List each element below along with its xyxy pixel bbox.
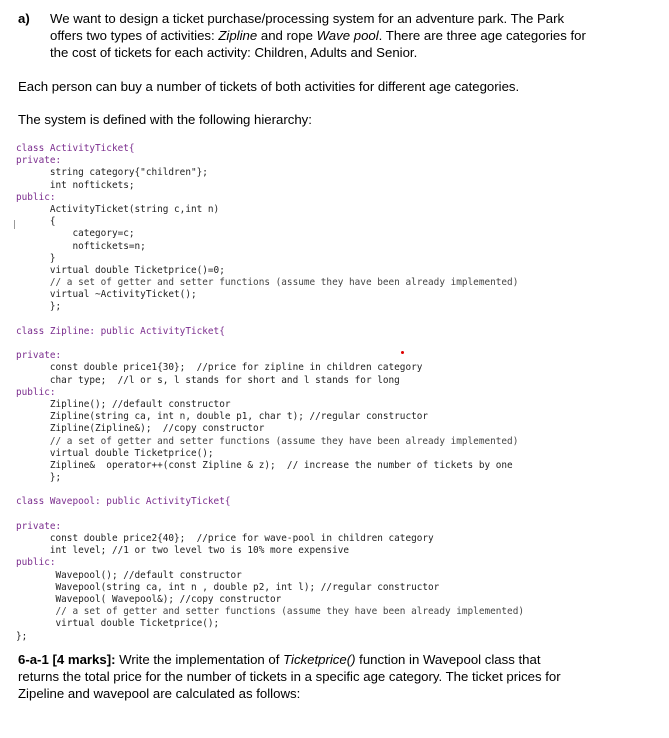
code-listing bbox=[16, 143, 656, 643]
code-comment-line: // a set of getter and setter functions (assume they have been already implemented) bbox=[16, 606, 524, 618]
code-line: virtual double Ticketprice(); bbox=[16, 447, 214, 459]
part-a-line-3: the cost of tickets for each activity: Children, Adults and Senior. bbox=[50, 45, 418, 60]
question-6-a-1 bbox=[18, 651, 658, 702]
red-dot-mark bbox=[401, 351, 404, 354]
code-line: const double price2{40}; //price for wave-pool in children category bbox=[16, 533, 434, 544]
code-line: class Wavepool: public ActivityTicket{ bbox=[16, 496, 231, 508]
code-line: noftickets=n; bbox=[16, 240, 146, 252]
class-zipline-block bbox=[16, 326, 656, 484]
question-line-1-post: function in Wavepool class that bbox=[355, 652, 541, 667]
activity-wave-pool: Wave pool bbox=[316, 28, 379, 43]
code-line: virtual double Ticketprice()=0; bbox=[16, 264, 225, 276]
code-line: class ActivityTicket{ bbox=[16, 143, 135, 154]
part-a-paragraph bbox=[18, 10, 658, 61]
code-line: Zipline(string ca, int n, double p1, char t); //regular constructor bbox=[16, 411, 429, 423]
code-line: private: bbox=[16, 350, 62, 362]
code-line: }; bbox=[16, 630, 28, 642]
code-line: Zipline(); //default constructor bbox=[16, 398, 231, 410]
code-line: private: bbox=[16, 155, 62, 167]
text-cursor-mark bbox=[14, 220, 15, 229]
code-line: virtual ~ActivityTicket(); bbox=[16, 289, 197, 301]
activity-zipline: Zipline bbox=[218, 28, 258, 43]
class-wavepool-block bbox=[16, 496, 656, 642]
code-line: } bbox=[16, 252, 56, 264]
code-comment-line: // a set of getter and setter functions (assume they have been already implemented) bbox=[16, 277, 519, 289]
code-line: Zipline& operator++(const Zipline & z); // increase the number of tickets by one bbox=[16, 459, 513, 471]
code-line: public: bbox=[16, 386, 56, 398]
question-id: 6-a-1 [4 marks]: bbox=[18, 652, 116, 667]
code-line: category=c; bbox=[16, 228, 135, 240]
class-activity-ticket-block bbox=[16, 143, 656, 314]
code-line: Wavepool(); //default constructor bbox=[16, 569, 242, 581]
question-line-1-pre: Write the implementation of bbox=[115, 652, 284, 667]
code-line: }; bbox=[16, 472, 62, 484]
part-a-line-2-pre: offers two types of activities: bbox=[50, 28, 219, 43]
code-line: ActivityTicket(string c,int n) bbox=[16, 203, 220, 215]
question-line-2: returns the total price for the number of tickets in a specific age category. The ticket prices for bbox=[18, 669, 561, 684]
code-line: virtual double Ticketprice(); bbox=[16, 618, 220, 630]
code-line: char type; //l or s, l stands for short and l stands for long bbox=[16, 374, 400, 386]
part-a-line-1: We want to design a ticket purchase/processing system for an adventure park. The Park bbox=[50, 11, 565, 26]
code-line: private: bbox=[16, 520, 62, 532]
code-line: Wavepool(string ca, int n , double p2, int l); //regular constructor bbox=[16, 581, 440, 593]
code-line: string category{"children"}; bbox=[16, 167, 208, 179]
code-line: { bbox=[16, 216, 56, 228]
system-intro-paragraph: The system is defined with the following hierarchy: bbox=[18, 112, 312, 127]
code-line: Wavepool( Wavepool&); //copy constructor bbox=[16, 593, 282, 605]
code-line: public: bbox=[16, 191, 56, 203]
part-a-label: a) bbox=[18, 11, 30, 26]
part-a-line-2-mid: and rope bbox=[257, 28, 317, 43]
function-name: Ticketprice() bbox=[283, 652, 356, 667]
code-line: int level; //1 or two level two is 10% more expensive bbox=[16, 545, 350, 557]
part-a-line-2-post: . There are three age categories for bbox=[378, 28, 586, 43]
code-line: Zipline(Zipline&); //copy constructor bbox=[16, 423, 265, 435]
question-line-3: Zipeline and wavepool are calculated as follows: bbox=[18, 686, 301, 701]
code-line: public: bbox=[16, 557, 56, 569]
each-person-paragraph: Each person can buy a number of tickets of both activities for different age categories. bbox=[18, 79, 520, 94]
code-line: int noftickets; bbox=[16, 179, 135, 191]
code-line: const double price1{30}; //price for zipline in children category bbox=[16, 362, 423, 374]
code-line: }; bbox=[16, 301, 62, 313]
code-line: class Zipline: public ActivityTicket{ bbox=[16, 325, 225, 337]
code-comment-line: // a set of getter and setter functions (assume they have been already implemented) bbox=[16, 435, 519, 447]
